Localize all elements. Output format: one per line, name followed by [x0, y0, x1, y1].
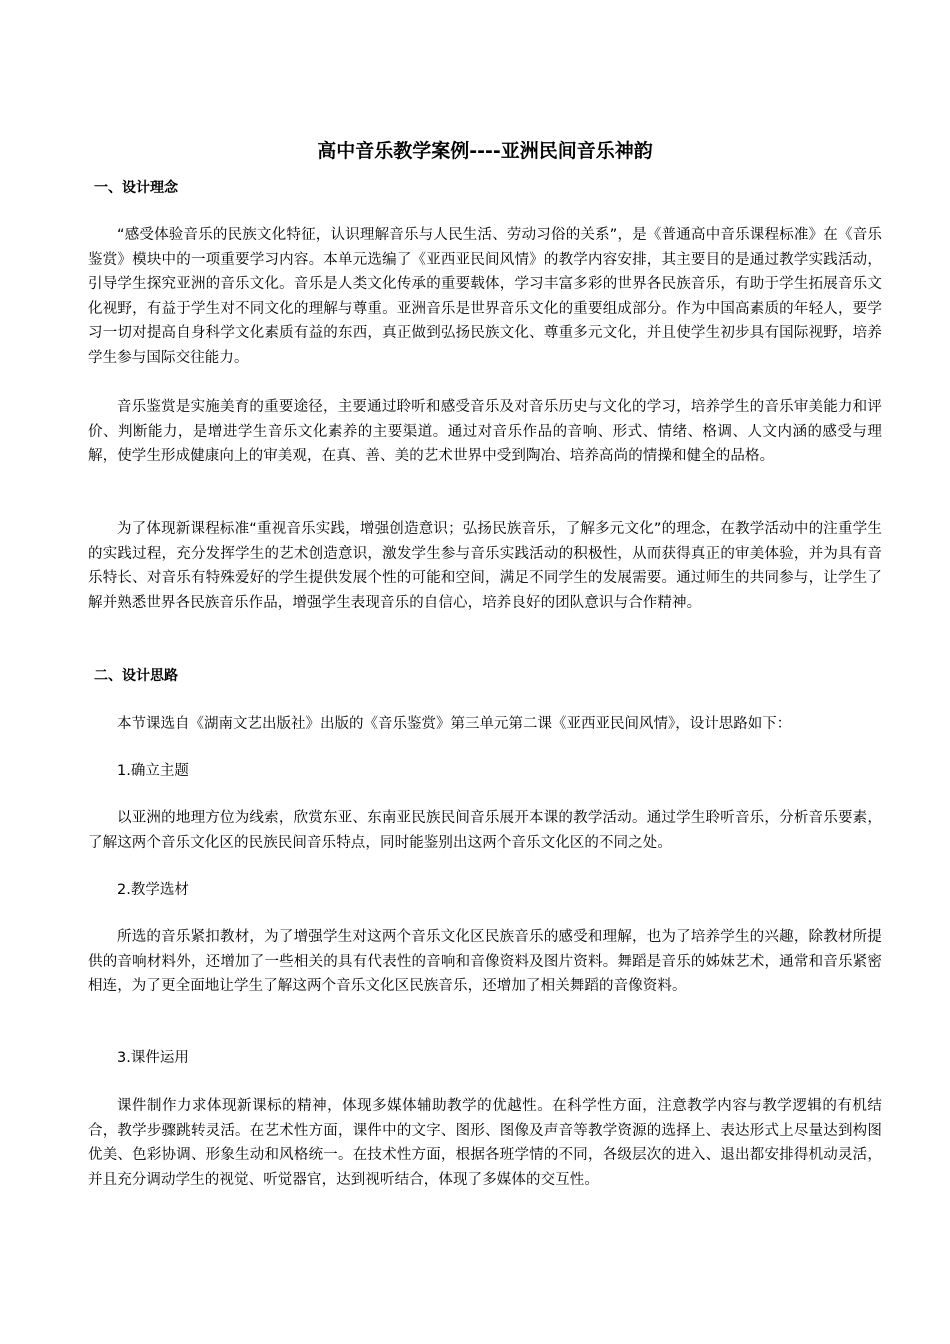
section-intro: 本节课选自《湖南文艺出版社》出版的《音乐鉴赏》第三单元第二课《亚西亚民间风情》，设计思路如下：	[117, 716, 792, 732]
paragraph: 为了体现新课程标准“重视音乐实践，增强创造意识；弘扬民族音乐，了解多元文化”的理念，在教学活动中的注重学生的实践过程，充分发挥学生的艺术创造意识，激发学生参与音乐实践活动的积极性，从而获得真正的审美体验，并为具有音乐特长、对音乐有特殊爱好的学生提供发展个性的可能和空间，满足不同学生的发展需要。通过师生的共同参与，让学生了解并熟悉世界各民族音乐作品，增强学生表现音乐的自信心，培养良好的团队意识与合作精神。	[88, 521, 882, 611]
subsection-title: 1.确立主题	[117, 763, 189, 779]
section-heading-design-approach: 二、设计思路	[94, 668, 178, 684]
document-title: 高中音乐教学案例----亚洲民间音乐神韵	[317, 140, 653, 162]
paragraph: 课件制作力求体现新课标的精神，体现多媒体辅助教学的优越性。在科学性方面，注意教学内容与教学逻辑的有机结合，教学步骤跳转灵活。在艺术性方面，课件中的文字、图形、图像及声音等教学资源的选择上、表达形式上尽量达到构图优美、色彩协调、形象生动和风格统一。在技术性方面，根据各班学情的不同，各级层次的进入、退出都安排得机动灵活，并且充分调动学生的视觉、听觉器官，达到视听结合，体现了多媒体的交互性。	[88, 1098, 882, 1188]
paragraph: 以亚洲的地理方位为线索，欣赏东亚、东南亚民族民间音乐展开本课的教学活动。通过学生聆听音乐，分析音乐要素，了解这两个音乐文化区的民族民间音乐特点，同时能鉴别出这两个音乐文化区的不同之处。	[88, 810, 882, 851]
paragraph: “感受体验音乐的民族文化特征，认识理解音乐与人民生活、劳动习俗的关系”，是《普通高中音乐课程标准》在《音乐鉴赏》模块中的一项重要学习内容。本单元选编了《亚西亚民间风情》的教学内容安排，其主要目的是通过教学实践活动，引导学生探究亚洲的音乐文化。音乐是人类文化传承的重要载体，学习丰富多彩的世界各民族音乐，有助于学生拓展音乐文化视野，有益于学生对不同文化的理解与尊重。亚洲音乐是世界音乐文化的重要组成部分。作为中国高素质的年轻人，要学习一切对提高自身科学文化素质有益的东西，真正做到弘扬民族文化、尊重多元文化，并且使学生初步具有国际视野，培养学生参与国际交往能力。	[88, 227, 882, 366]
paragraph: 所选的音乐紧扣教材，为了增强学生对这两个音乐文化区民族音乐的感受和理解，也为了培养学生的兴趣，除教材所提供的音响材料外，还增加了一些相关的具有代表性的音响和音像资料及图片资料。舞蹈是音乐的姊妹艺术，通常和音乐紧密相连，为了更全面地让学生了解这两个音乐文化区民族音乐，还增加了相关舞蹈的音像资料。	[88, 929, 882, 994]
subsection-title: 2.教学选材	[117, 882, 189, 898]
subsection-title: 3.课件运用	[117, 1050, 189, 1066]
section-heading-design-concept: 一、设计理念	[94, 180, 178, 196]
paragraph: 音乐鉴赏是实施美育的重要途径，主要通过聆听和感受音乐及对音乐历史与文化的学习，培养学生的音乐审美能力和评价、判断能力，是增进学生音乐文化素养的主要渠道。通过对音乐作品的音响、形式、情绪、格调、人文内涵的感受与理解，使学生形成健康向上的审美观，在真、善、美的艺术世界中受到陶冶、培养高尚的情操和健全的品格。	[88, 399, 882, 464]
